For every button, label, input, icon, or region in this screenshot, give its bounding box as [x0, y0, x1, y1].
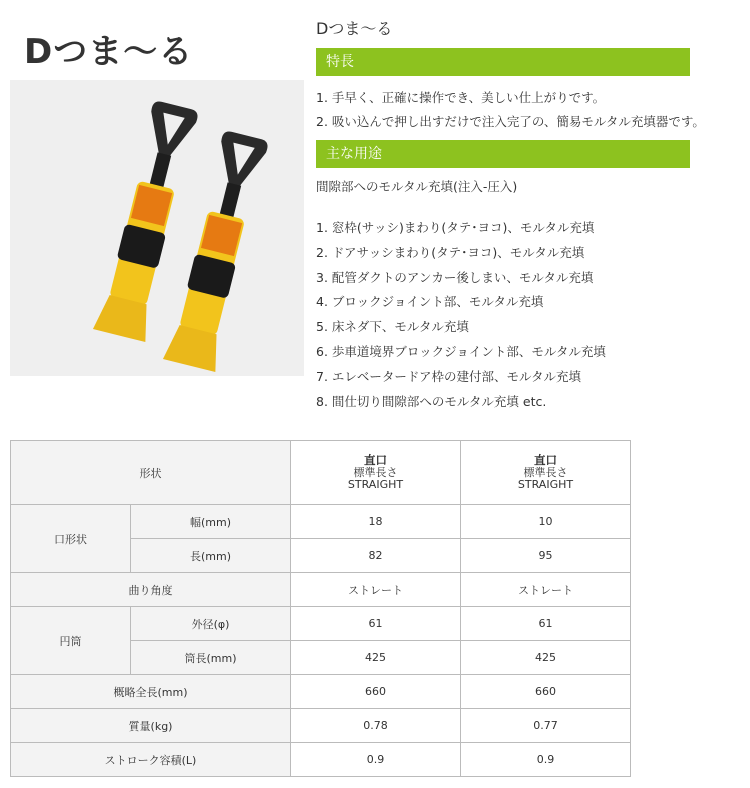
table-cell: 0.9 — [461, 743, 631, 777]
table-cell: 95 — [461, 539, 631, 573]
uses-section-header: 主な用途 — [316, 140, 690, 168]
table-row — [11, 709, 631, 743]
header-col2-sub2: STRAIGHT — [517, 478, 574, 491]
product-photo — [10, 80, 304, 376]
table-row — [11, 573, 631, 607]
header-col1-sub1: 標準長さ — [353, 466, 398, 479]
feature-item: 2. 吸い込んで押し出すだけで注入完了の、簡易モルタル充填器です。 — [316, 114, 705, 129]
features-list — [316, 86, 705, 134]
feature-item: 1. 手早く、正確に操作でき、美しい仕上がりです。 — [316, 90, 606, 105]
header-shape-label: 形状 — [11, 441, 291, 505]
product-title: Dつま～る — [316, 19, 393, 38]
use-item: 8. 間仕切り間隙部へのモルタル充填 etc. — [316, 393, 547, 409]
header-col2 — [461, 441, 631, 505]
table-cell: ストレート — [461, 573, 631, 607]
uses-intro: 間隙部へのモルタル充填(注入-圧入) — [316, 179, 518, 194]
table-cell: 660 — [461, 675, 631, 709]
table-cell: 18 — [291, 505, 461, 539]
brand-logo: Dつま～る — [24, 32, 194, 72]
table-cell: 425 — [291, 641, 461, 675]
use-item: 1. 窓枠(サッシ)まわり(タテ･ヨコ)、モルタル充填 — [316, 220, 595, 235]
use-item: 2. ドアサッシまわり(タテ･ヨコ)、モルタル充填 — [316, 244, 585, 260]
uses-list — [316, 216, 606, 414]
table-row — [11, 675, 631, 709]
table-cell: ストレート — [291, 573, 461, 607]
tool-right-image — [163, 129, 273, 372]
spec-table — [10, 440, 631, 777]
use-item: 6. 歩車道境界ブロックジョイント部、モルタル充填 — [316, 343, 606, 359]
mass-label: 質量(kg) — [11, 709, 291, 743]
use-item: 4. ブロックジョイント部、モルタル充填 — [316, 294, 544, 310]
table-row — [11, 441, 631, 505]
header-col1-sub2: STRAIGHT — [347, 478, 404, 491]
table-cell: 0.78 — [291, 709, 461, 743]
table-row — [11, 607, 631, 641]
table-cell: 0.9 — [291, 743, 461, 777]
header-col2-sub1: 標準長さ — [523, 466, 568, 479]
table-cell: 660 — [291, 675, 461, 709]
features-section-header: 特長 — [316, 48, 690, 76]
header-col2-name: 直口 — [534, 453, 557, 467]
bend-angle-label: 曲り角度 — [11, 573, 291, 607]
table-cell: 61 — [461, 607, 631, 641]
mouth-shape-group: 口形状 — [11, 505, 131, 573]
stroke-volume-label: ストローク容積(L) — [11, 743, 291, 777]
use-item: 7. エレベータードア枠の建付部、モルタル充填 — [316, 368, 582, 384]
length-label: 長(mm) — [131, 539, 291, 573]
tube-length-label: 筒長(mm) — [131, 641, 291, 675]
use-item: 5. 床ネダ下、モルタル充填 — [316, 319, 469, 335]
width-label: 幅(mm) — [131, 505, 291, 539]
header-col1 — [291, 441, 461, 505]
use-item: 3. 配管ダクトのアンカー後しまい、モルタル充填 — [316, 269, 594, 285]
header-col1-name: 直口 — [364, 453, 387, 467]
outer-diameter-label: 外径(φ) — [131, 607, 291, 641]
total-length-label: 概略全長(mm) — [11, 675, 291, 709]
table-row — [11, 505, 631, 539]
table-cell: 10 — [461, 505, 631, 539]
table-cell: 0.77 — [461, 709, 631, 743]
cylinder-group: 円筒 — [11, 607, 131, 675]
table-cell: 61 — [291, 607, 461, 641]
table-cell: 82 — [291, 539, 461, 573]
table-cell: 425 — [461, 641, 631, 675]
table-row — [11, 743, 631, 777]
